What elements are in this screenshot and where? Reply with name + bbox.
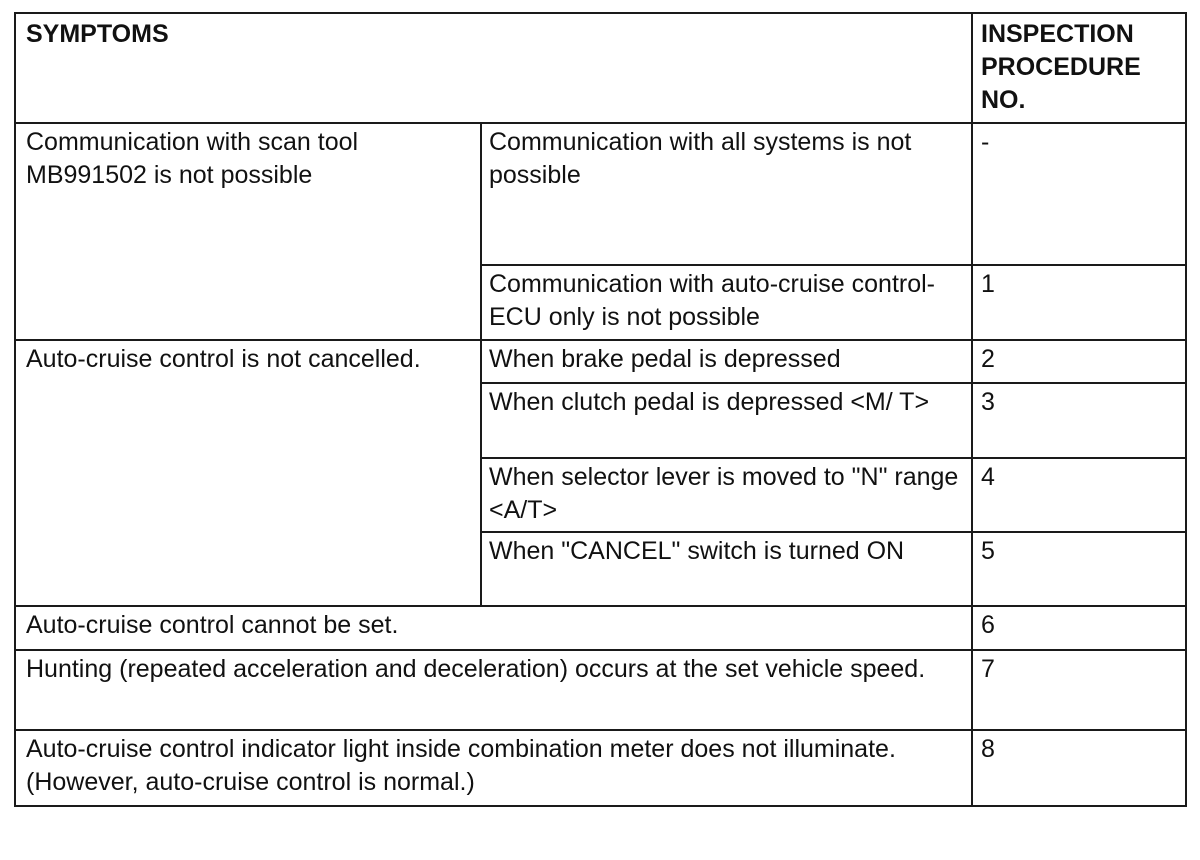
symptom-cell: Communication with scan tool MB991502 is not possible — [15, 123, 481, 340]
table-row — [15, 730, 1186, 806]
table-row — [15, 650, 1186, 730]
symptom-cell: Auto-cruise control is not cancelled. — [15, 340, 481, 606]
symptom-cell: Auto-cruise control cannot be set. — [15, 606, 972, 650]
procedure-no-cell: 1 — [972, 265, 1186, 340]
symptom-cell: Auto-cruise control indicator light inside combination meter does not illuminate. (However, auto-cruise control is normal.) — [15, 730, 972, 806]
table-header-row — [15, 13, 1186, 123]
procedure-no-cell: 8 — [972, 730, 1186, 806]
condition-cell: When "CANCEL" switch is turned ON — [481, 532, 972, 606]
procedure-no-cell: 3 — [972, 383, 1186, 458]
condition-cell: Communication with all systems is not possible — [481, 123, 972, 265]
condition-cell: When clutch pedal is depressed <M/ T> — [481, 383, 972, 458]
symptom-table — [14, 12, 1187, 807]
procedure-no-cell: 2 — [972, 340, 1186, 383]
table-row — [15, 123, 1186, 265]
condition-cell: Communication with auto-cruise control-ECU only is not possible — [481, 265, 972, 340]
procedure-no-cell: 5 — [972, 532, 1186, 606]
symptom-cell: Hunting (repeated acceleration and deceleration) occurs at the set vehicle speed. — [15, 650, 972, 730]
procedure-no-cell: 4 — [972, 458, 1186, 532]
table-row — [15, 340, 1186, 383]
table-row — [15, 606, 1186, 650]
procedure-no-cell: 7 — [972, 650, 1186, 730]
condition-cell: When brake pedal is depressed — [481, 340, 972, 383]
procedure-no-cell: 6 — [972, 606, 1186, 650]
condition-cell: When selector lever is moved to "N" range <A/T> — [481, 458, 972, 532]
procedure-no-cell: - — [972, 123, 1186, 265]
procedure-no-header: INSPECTION PROCEDURE NO. — [972, 13, 1186, 123]
symptoms-header: SYMPTOMS — [15, 13, 972, 123]
